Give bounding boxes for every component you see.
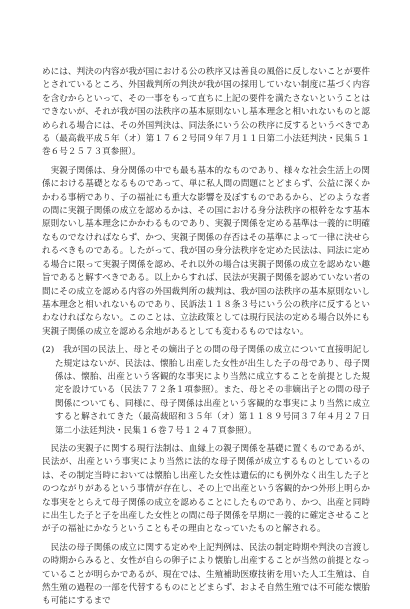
paragraph-1: めには、判決の内容が我が国における公の秩序又は善良の風俗に反しないことが要件とされているところ、外国裁判所の判決が我が国の採用していない制度に基づく内容を含むからといって、その一事をもって直ちに上記の要件を満たさないということはできないが、それが我が国の法秩序の基本原則ないし基本理念と相いれないものと認められる場合には、その外国判決は、同法条にいう公の秩序に反するというべきである（最高裁平成５年（オ）第１７６２号同９年７月１１日第二小法廷判決・民集５１巻６号２５７３頁参照）。 — [42, 67, 370, 158]
paragraph-4: 民法の実親子に関する現行法制は、血縁上の親子関係を基礎に置くものであるが、民法が、出産という事実により当然に法的な母子関係が成立するものとしているのは、その制定当時においては懐胎し出産した女性は遺伝的にも例外なく出生した子とのつながりがあるという事情が存在し、その上で出産という客観的かつ外形上明らかな事実をとらえて母子関係の成立を認めることにしたものであり、かつ、出産と同時に出生した子と子を出産した女性との間に母子関係を早期に一義的に確定させることが子の福祉にかなうということもその理由となっていたものと解される。 — [42, 443, 370, 535]
paragraph-3: (2) 我が国の民法上、母とその嫡出子との間の母子関係の成立について直接明記した規定はないが、民法は、懐胎し出産した女性が出生した子の母であり、母子関係は、懐胎、出産という客観的な事実により当然に成立することを前提とした規定を設けている（民法７７２条１項参照）。また、母とその非嫡出子との間の母子関係についても、同様に、母子関係は出産という客観的な事実により当然に成立すると解されてきた（最高裁昭和３５年（オ）第１１８９号同３７年４月２７日第二小法廷判決・民集１６巻７号１２４７頁参照）。 — [42, 345, 370, 436]
paragraph-5: 民法の母子関係の成立に関する定めや上記判例は、民法の制定時期や判決の言渡しの時期からみると、女性が自らの卵子により懐胎し出産することが当然の前提となっていることが明らかであるが、現在では、生殖補助医療技術を用いた人工生殖は、自然生殖の過程の一部を代替するものにとどまらず、およそ自然生殖では不可能な懐胎も可能にするまで — [42, 542, 370, 607]
document-page — [42, 66, 370, 607]
paragraph-2: 実親子関係は、身分関係の中でも最も基本的なものであり、様々な社会生活上の関係における基礎となるものであって、単に私人間の問題にとどまらず、公益に深くかかわる事柄であり、子の福祉にも重大な影響を及ぼすものであるから、どのような者の間に実親子関係の成立を認めるかは、その国における身分法秩序の根幹をなす基本原則ないし基本理念にかかわるものであり、実親子関係を定める基準は一義的に明確なものでなければならず、かつ、実親子関係の存否はその基準によって一律に決せられるべきものである。したがって、我が国の身分法秩序を定めた民法は、同法に定める場合に限って実親子関係を認め、それ以外の場合は実親子関係の成立を認めない趣旨であると解すべきである。以上からすれば、民法が実親子関係を認めていない者の間にその成立を認める内容の外国裁判所の裁判は、我が国の法秩序の基本原則ないし基本理念と相いれないものであり、民訴法１１８条３号にいう公の秩序に反するといわなければならない。このことは、立法政策としては現行民法の定める場合以外にも実親子関係の成立を認める余地があるとしても変わるものではない。 — [42, 165, 370, 337]
